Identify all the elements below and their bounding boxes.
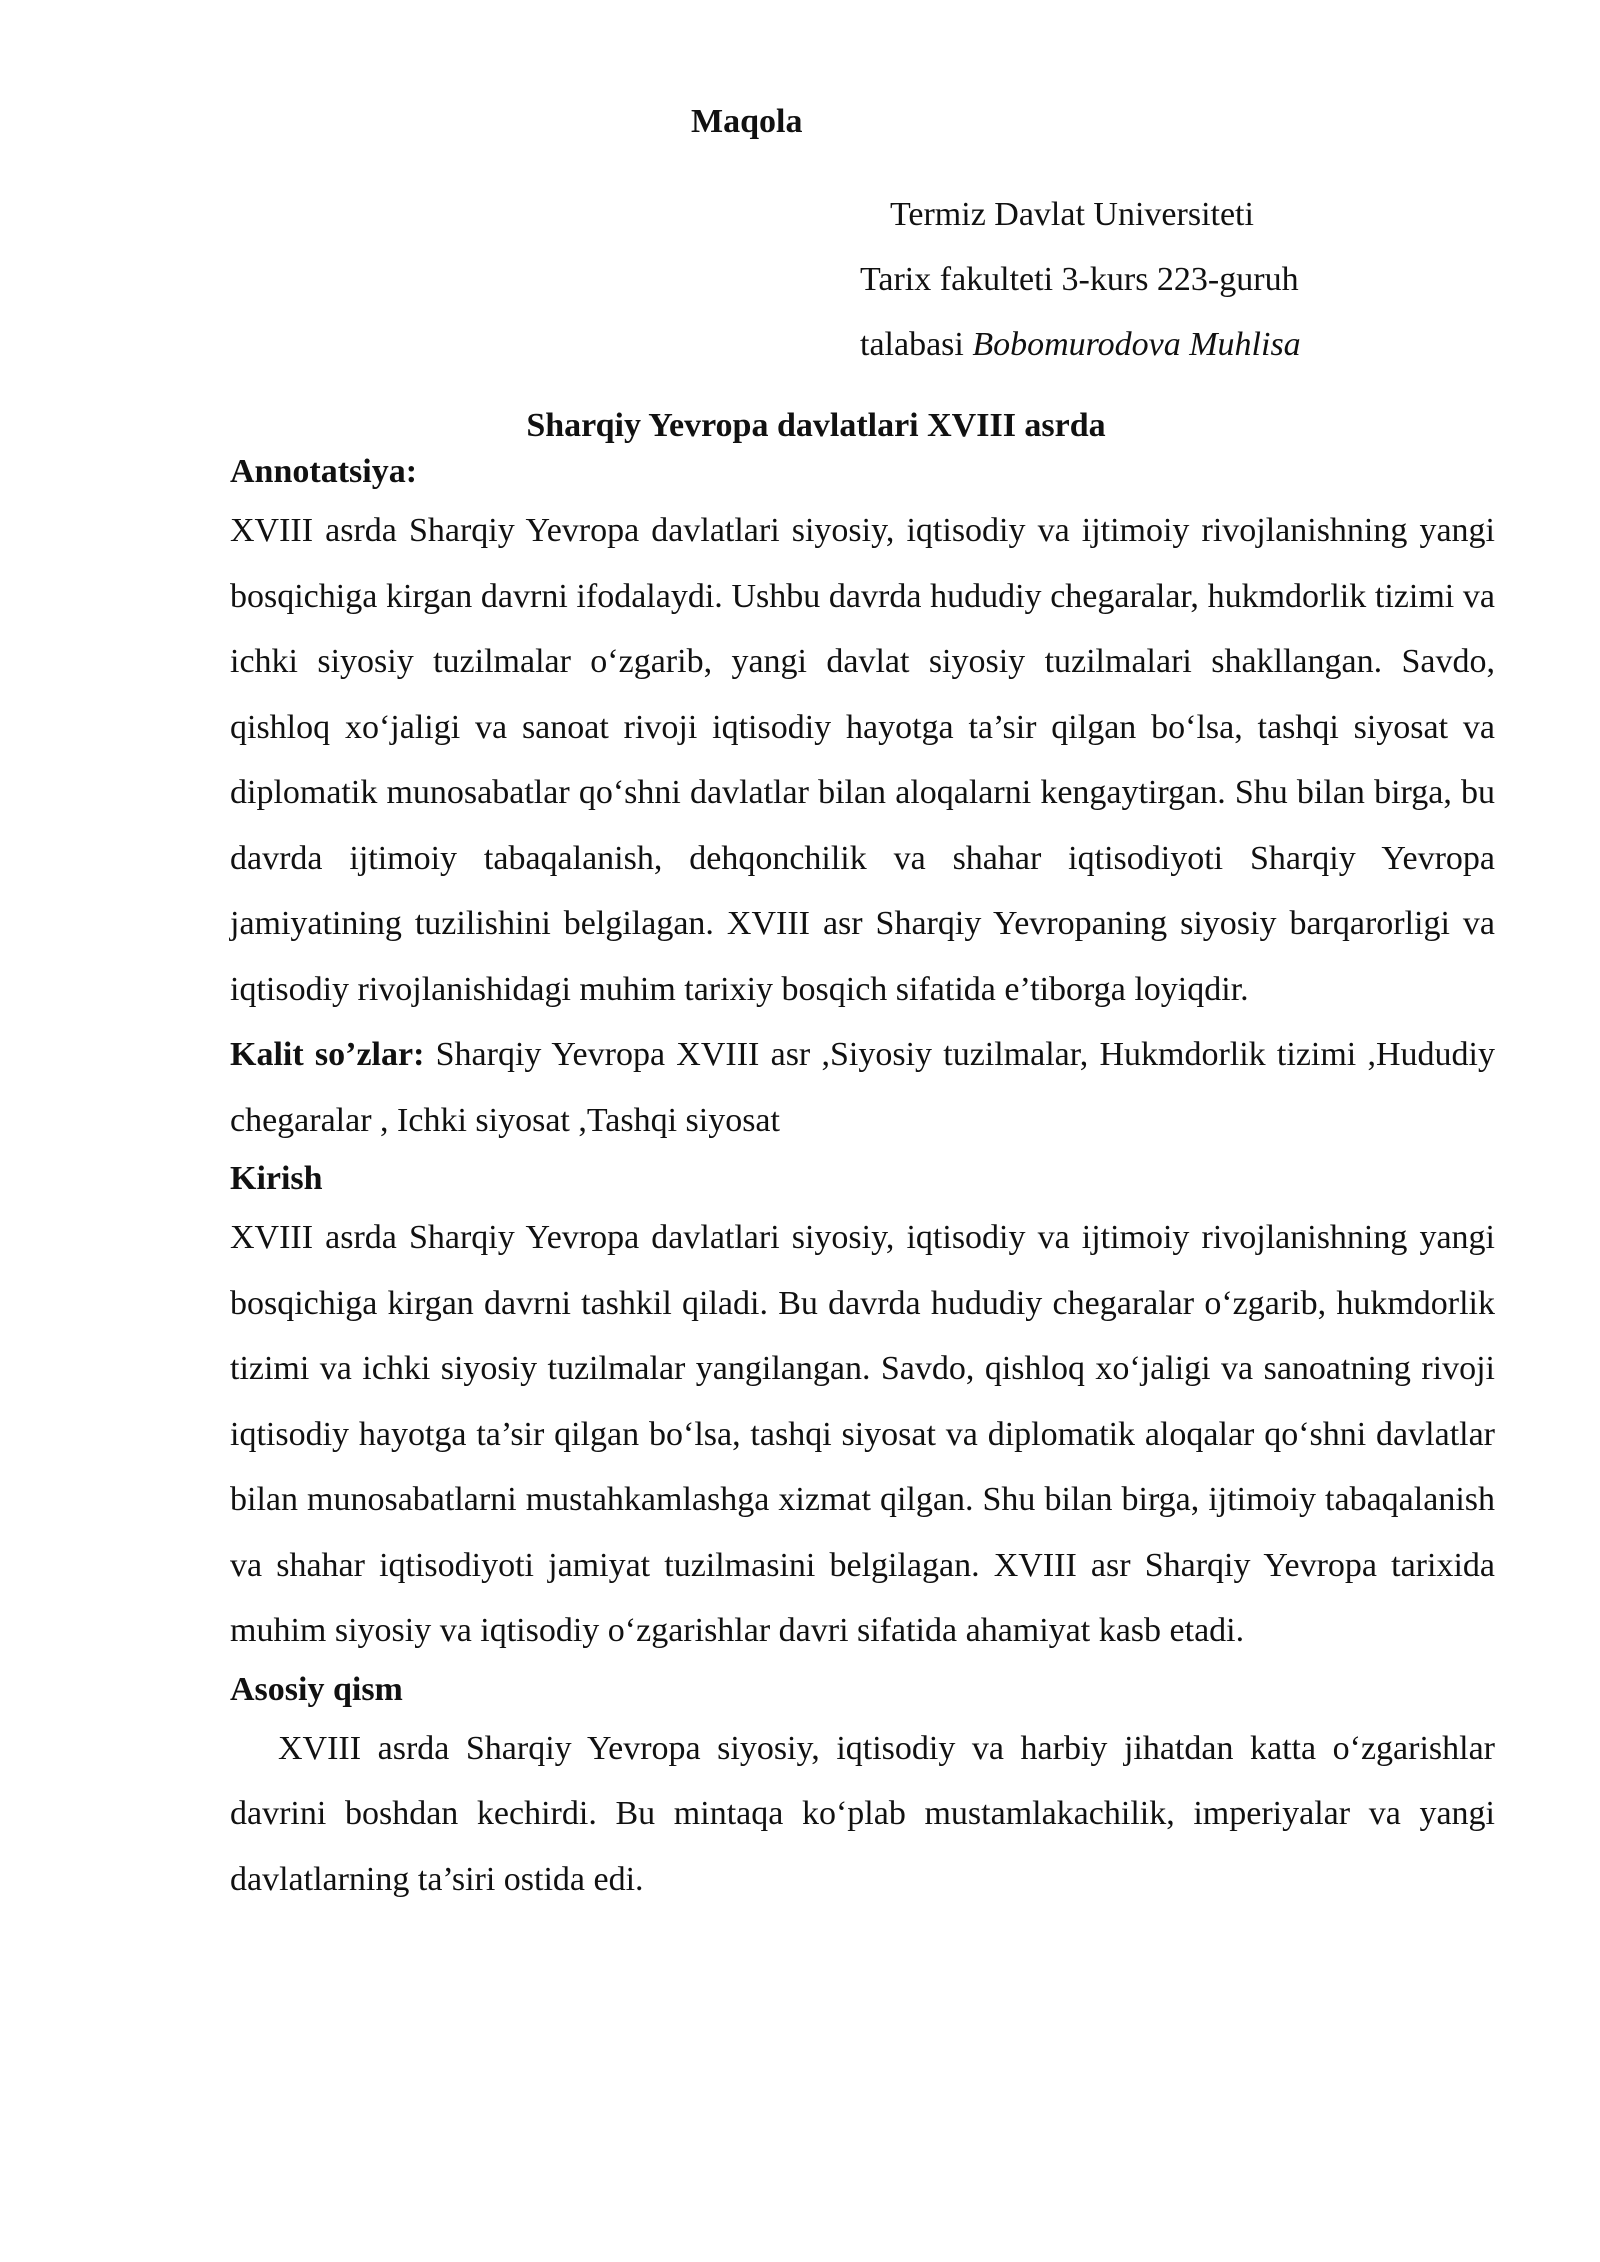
introduction-heading: Kirish <box>230 1160 323 1197</box>
main-heading: Asosiy qism <box>230 1670 403 1708</box>
author-faculty: Tarix fakulteti 3-kurs 223-guruh <box>860 261 1299 298</box>
introduction-paragraph: XVIII asrda Sharqiy Yevropa davlatlari siyosiy, iqtisodiy va ijtimoiy rivojlanishning yangi bosqichiga kirgan davrni tashkil qiladi. Bu davrda hududiy chegaralar o‘zgarib, hukmdorlik tizimi va ichki siyosiy tuzilmalar yangilangan. Savdo, qishloq xo‘jaligi va sanoatning rivoji iqtisodiy hayotga ta’sir qilgan bo‘lsa, tashqi siyosat va diplomatik aloqalar qo‘shni davlatlar bilan munosabatlarni mustahkamlashga xizmat qilgan. Shu bilan birga, ijtimoiy tabaqalanish va shahar iqtisodiyoti jamiyat tuzilmasini belgilagan. XVIII asr Sharqiy Yevropa tarixida muhim siyosiy va iqtisodiy o‘zgarishlar davri sifatida ahamiyat kasb etadi. <box>230 1219 1495 1649</box>
keywords-paragraph <box>230 1022 1495 1153</box>
main-paragraph: XVIII asrda Sharqiy Yevropa siyosiy, iqtisodiy va harbiy jihatdan katta o‘zgarishlar davrini boshdan kechirdi. Bu mintaqa ko‘plab mustamlakachilik, imperiyalar va yangi davlatlarning ta’siri ostida edi. <box>230 1729 1495 1898</box>
author-student-name: Bobomurodova Muhlisa <box>972 326 1301 363</box>
article-title: Sharqiy Yevropa davlatlari XVIII asrda <box>526 407 1106 444</box>
author-student <box>860 312 1380 377</box>
annotation-paragraph: XVIII asrda Sharqiy Yevropa davlatlari siyosiy, iqtisodiy va ijtimoiy rivojlanishning yangi bosqichiga kirgan davrni ifodalaydi. Ushbu davrda hududiy chegaralar, hukmdorlik tizimi va ichki siyosiy tuzilmalar o‘zgarib, yangi davlat siyosiy tuzilmalari shakllangan. Savdo, qishloq xo‘jaligi va sanoat rivoji iqtisodiy hayotga ta’sir qilgan bo‘lsa, tashqi siyosat va diplomatik munosabatlar qo‘shni davlatlar bilan aloqalarni kengaytirgan. Shu bilan birga, bu davrda ijtimoiy tabaqalanish, dehqonchilik va shahar iqtisodiyoti Sharqiy Yevropa jamiyatining tuzilishini belgilagan. XVIII asr Sharqiy Yevropaning siyosiy barqarorligi va iqtisodiy rivojlanishidagi muhim tarixiy bosqich sifatida e’tiborga loyiqdir. <box>230 512 1495 1008</box>
annotation-heading: Annotatsiya: <box>230 453 418 490</box>
author-student-prefix: talabasi <box>860 326 973 363</box>
author-university: Termiz Davlat Universiteti <box>890 196 1254 233</box>
keywords-label: Kalit so’zlar: <box>230 1036 425 1073</box>
keywords-text: Sharqiy Yevropa XVIII asr ,Siyosiy tuzilmalar, Hukmdorlik tizimi ,Hududiy chegaralar , Ichki siyosat ,Tashqi siyosat <box>230 1036 1495 1139</box>
author-block <box>860 182 1380 377</box>
document-type-label: Maqola <box>691 103 803 140</box>
article-body <box>230 446 1495 1912</box>
